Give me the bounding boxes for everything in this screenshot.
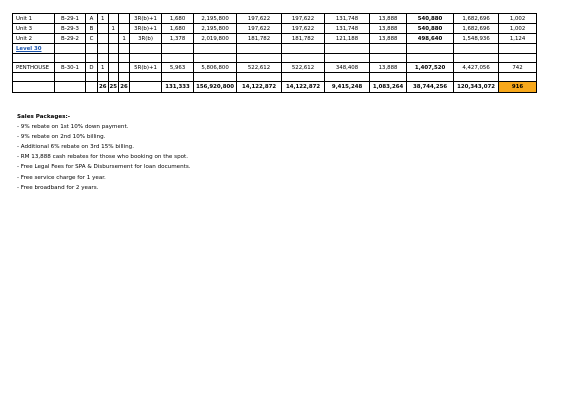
empty-cell [194, 73, 237, 82]
total-count-a: 26 [98, 82, 109, 92]
empty-cell [499, 54, 537, 63]
total-rebate-2: 14,122,872 [282, 82, 325, 92]
price: 2,019,800 [194, 34, 237, 44]
empty-cell [237, 73, 282, 82]
blank-row [13, 54, 537, 63]
cash-rebate: 13,888 [370, 24, 407, 34]
package-item: - Free Legal Fees for SPA & Disbursement for loan documents. [17, 164, 191, 171]
empty-cell [130, 44, 162, 54]
unit-name: Unit 3 [13, 24, 55, 34]
blank-row [13, 73, 537, 82]
empty-cell [130, 73, 162, 82]
level-heading[interactable] [13, 44, 55, 54]
empty-cell [325, 54, 370, 63]
count-a: 1 [98, 63, 109, 73]
empty-cell [282, 54, 325, 63]
empty-cell [86, 82, 98, 92]
empty-cell [325, 44, 370, 54]
unit-type: D [86, 63, 98, 73]
empty-cell [499, 73, 537, 82]
area: 5,963 [162, 63, 194, 73]
empty-cell [282, 44, 325, 54]
count-b [108, 14, 119, 24]
price: 2,195,800 [194, 14, 237, 24]
area: 1,378 [162, 34, 194, 44]
count-c [119, 24, 130, 34]
rebate-3: 131,748 [325, 14, 370, 24]
count-c: 1 [119, 34, 130, 44]
unit-name: Unit 1 [13, 14, 55, 24]
total-rebate-3: 9,415,248 [325, 82, 370, 92]
empty-cell [108, 54, 119, 63]
empty-cell [454, 54, 499, 63]
empty-cell [13, 54, 55, 63]
price-psf: 1,002 [499, 24, 537, 34]
empty-cell [162, 73, 194, 82]
rebate-2: 522,612 [282, 63, 325, 73]
net-price: 1,548,936 [454, 34, 499, 44]
layout: 5R(b)+1 [130, 63, 162, 73]
sales-packages [17, 112, 191, 193]
rebate-3: 121,188 [325, 34, 370, 44]
area: 1,680 [162, 24, 194, 34]
empty-cell [108, 44, 119, 54]
empty-cell [55, 54, 86, 63]
total-net-price: 120,343,072 [454, 82, 499, 92]
area: 1,680 [162, 14, 194, 24]
empty-cell [119, 54, 130, 63]
layout: 3R(b) [130, 34, 162, 44]
rebate-3: 348,408 [325, 63, 370, 73]
empty-cell [454, 44, 499, 54]
empty-cell [407, 44, 454, 54]
count-b [108, 63, 119, 73]
average-psf: 916 [499, 82, 537, 92]
empty-cell [162, 54, 194, 63]
cash-rebate: 13,888 [370, 63, 407, 73]
package-item: - Free broadband for 2 years. [17, 184, 99, 191]
empty-cell [108, 73, 119, 82]
layout: 3R(b)+1 [130, 24, 162, 34]
empty-cell [98, 73, 109, 82]
empty-cell [119, 44, 130, 54]
package-item: - Free service charge for 1 year. [17, 174, 106, 181]
total-cash-rebate: 1,083,264 [370, 82, 407, 92]
empty-cell [13, 73, 55, 82]
empty-cell [325, 73, 370, 82]
empty-cell [282, 73, 325, 82]
total-rebate: 540,880 [407, 24, 454, 34]
empty-cell [86, 44, 98, 54]
price: 2,195,800 [194, 24, 237, 34]
unit-name: PENTHOUSE [13, 63, 55, 73]
price-list-table [12, 13, 537, 93]
package-item: - 9% rebate on 1st 10% down payment. [17, 124, 129, 131]
empty-cell [86, 73, 98, 82]
empty-cell [98, 54, 109, 63]
empty-cell [407, 54, 454, 63]
total-rebate: 498,640 [407, 34, 454, 44]
rebate-1: 197,622 [237, 24, 282, 34]
empty-cell [13, 82, 55, 92]
rebate-1: 522,612 [237, 63, 282, 73]
count-c [119, 14, 130, 24]
empty-cell [162, 44, 194, 54]
level-link[interactable]: Level 30 [16, 45, 42, 52]
unit-type: A [86, 14, 98, 24]
unit-name: Unit 2 [13, 34, 55, 44]
empty-cell [499, 44, 537, 54]
package-item: - 9% rebate on 2nd 10% billing. [17, 134, 106, 141]
count-b [108, 34, 119, 44]
count-b: 1 [108, 24, 119, 34]
cash-rebate: 13,888 [370, 14, 407, 24]
net-price: 1,682,696 [454, 24, 499, 34]
empty-cell [237, 44, 282, 54]
total-area: 131,333 [162, 82, 194, 92]
totals-row [13, 82, 537, 92]
price-psf: 1,124 [499, 34, 537, 44]
lot-number: B-29-3 [55, 24, 86, 34]
empty-cell [119, 73, 130, 82]
rebate-1: 181,782 [237, 34, 282, 44]
penthouse-row [13, 63, 537, 73]
total-price: 156,920,800 [194, 82, 237, 92]
empty-cell [55, 82, 86, 92]
empty-cell [454, 73, 499, 82]
price-psf: 1,002 [499, 14, 537, 24]
unit-type: B [86, 24, 98, 34]
table-row [13, 14, 537, 24]
rebate-2: 197,622 [282, 24, 325, 34]
lot-number: B-29-1 [55, 14, 86, 24]
level-row [13, 44, 537, 54]
empty-cell [55, 44, 86, 54]
package-item: - Additional 6% rebate on 3rd 15% billing. [17, 144, 135, 151]
empty-cell [370, 44, 407, 54]
empty-cell [130, 82, 162, 92]
rebate-2: 197,622 [282, 14, 325, 24]
price: 5,806,800 [194, 63, 237, 73]
lot-number: B-30-1 [55, 63, 86, 73]
count-c [119, 63, 130, 73]
total-rebate-sum: 38,744,256 [407, 82, 454, 92]
empty-cell [237, 54, 282, 63]
empty-cell [370, 54, 407, 63]
count-a [98, 24, 109, 34]
net-price: 4,427,056 [454, 63, 499, 73]
table-row [13, 24, 537, 34]
empty-cell [86, 54, 98, 63]
count-a [98, 34, 109, 44]
empty-cell [55, 73, 86, 82]
total-count-c: 26 [119, 82, 130, 92]
empty-cell [98, 44, 109, 54]
table-row [13, 34, 537, 44]
layout: 3R(b)+1 [130, 14, 162, 24]
empty-cell [130, 54, 162, 63]
empty-cell [194, 44, 237, 54]
total-rebate: 540,880 [407, 14, 454, 24]
empty-cell [370, 73, 407, 82]
empty-cell [407, 73, 454, 82]
packages-heading: Sales Packages:- [17, 114, 71, 120]
rebate-3: 131,748 [325, 24, 370, 34]
rebate-2: 181,782 [282, 34, 325, 44]
total-rebate-1: 14,122,872 [237, 82, 282, 92]
cash-rebate: 13,888 [370, 34, 407, 44]
price-psf: 742 [499, 63, 537, 73]
total-rebate: 1,407,520 [407, 63, 454, 73]
package-item: - RM 13,888 cash rebates for those who booking on the spot. [17, 154, 189, 161]
count-a: 1 [98, 14, 109, 24]
net-price: 1,682,696 [454, 14, 499, 24]
lot-number: B-29-2 [55, 34, 86, 44]
empty-cell [194, 54, 237, 63]
rebate-1: 197,622 [237, 14, 282, 24]
unit-type: C [86, 34, 98, 44]
total-count-b: 25 [108, 82, 119, 92]
